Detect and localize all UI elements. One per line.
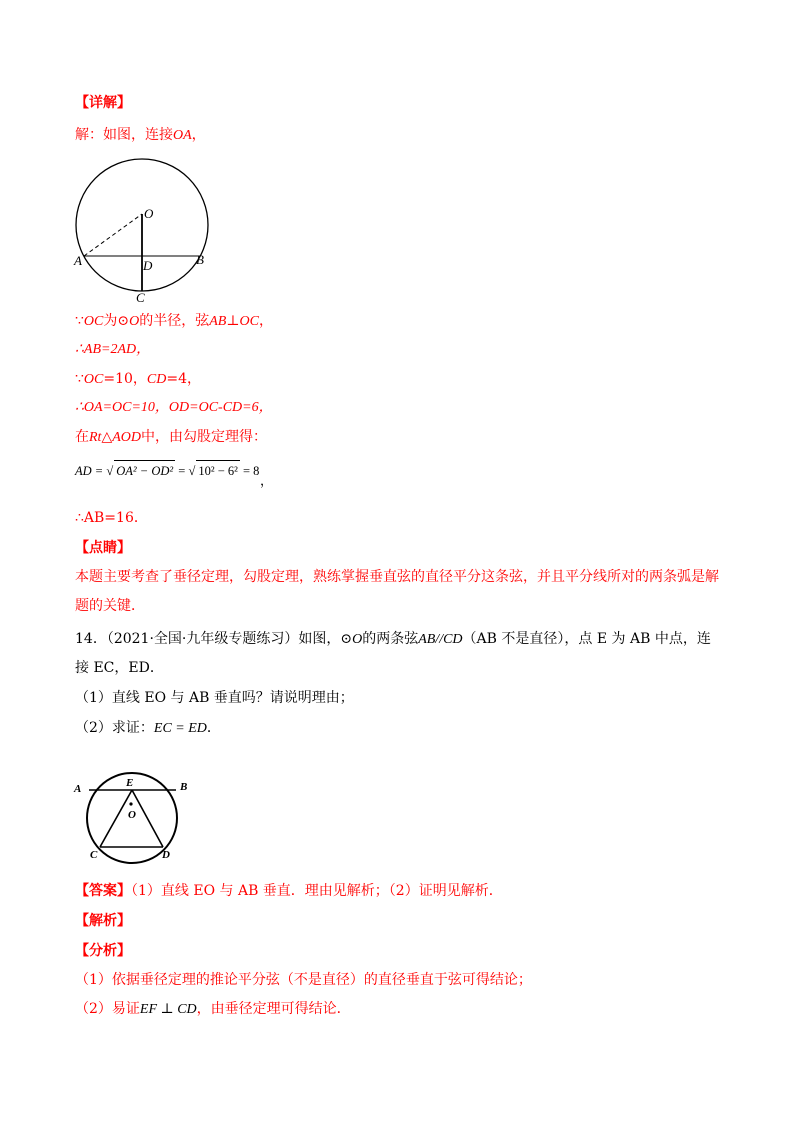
step-4: ∴OA=OC=10，OD=OC-CD=6，: [75, 400, 273, 415]
step-3: [75, 369, 201, 390]
problem-chords: AB//CD: [418, 632, 463, 647]
step-1: [75, 311, 273, 332]
step-2: ∴AB=2AD，: [75, 342, 151, 357]
label-d: D: [143, 258, 153, 273]
comment-heading: 【点睛】: [75, 540, 131, 556]
intro-var: OA: [173, 128, 192, 143]
analysis-heading: 【解析】: [75, 913, 131, 929]
intro-text: 解：如图，连接: [75, 127, 173, 143]
question-2-prefix: （2）求证：: [75, 720, 154, 736]
label-c-2: C: [90, 849, 98, 861]
detail-intro: [75, 125, 206, 146]
question-2-end: ．: [206, 720, 221, 736]
step-3-val-a: =10，: [103, 371, 147, 387]
pythagoras-formula: AD = √ OA² − OD² = √ 10² − 6² = 8: [75, 460, 259, 481]
step-1-text-a: 为⊙: [103, 313, 130, 329]
step-1-text-b: 的半径，弦: [139, 313, 210, 329]
problem-source: （2021·全国·九年级专题练习）如图，: [106, 631, 341, 647]
step-5-triangle: Rt△AOD: [89, 430, 141, 445]
step-5-in: 在: [75, 429, 89, 445]
question-1: （1）直线 EO 与 AB 垂直吗？请说明理由；: [75, 690, 354, 706]
problem-circle-o: ⊙O: [340, 632, 363, 647]
question-2: [75, 718, 221, 739]
formula-root-1: OA² − OD²: [114, 460, 175, 481]
problem-rest: （AB 不是直径），点 E 为 AB 中点，连: [462, 631, 711, 647]
label-a-2: A: [74, 783, 82, 795]
formula-result: = 8: [239, 464, 260, 478]
step-3-cd: CD: [146, 372, 167, 387]
step-1-because: ∵: [75, 313, 84, 329]
formula-eq: =: [175, 464, 189, 478]
step-1-comma: ，: [258, 313, 273, 329]
detail-heading: 【详解】: [75, 95, 131, 111]
answer-line: [75, 881, 503, 901]
fenxi-heading: 【分析】: [75, 943, 131, 959]
step-5-text: 中，由勾股定理得：: [140, 429, 267, 445]
segment-oa-dashed: [84, 214, 142, 256]
problem-mid: 的两条弦: [362, 631, 419, 647]
label-c: C: [136, 290, 145, 305]
question-2-equation: EC = ED: [153, 721, 207, 736]
step-3-because: ∵: [75, 371, 84, 387]
answer-heading: 【答案】: [75, 883, 131, 899]
formula-comma: ，: [260, 474, 274, 489]
fenxi-line-2: [75, 999, 351, 1020]
step-1-ab: AB: [209, 314, 227, 329]
step-6: ∴AB=16．: [75, 510, 148, 526]
problem-14-line-2: 接 EC，ED．: [75, 660, 164, 676]
step-5: [75, 427, 267, 448]
fenxi-line-2-prefix: （2）易证: [75, 1001, 140, 1017]
label-e-2: E: [126, 777, 134, 789]
fenxi-line-1: （1）依据垂径定理的推论平分弦（不是直径）的直径垂直于弦可得结论；: [75, 972, 532, 988]
fenxi-line-2-rest: ，由垂径定理可得结论．: [196, 1001, 351, 1017]
comment-line-1: 本题主要考查了垂径定理，勾股定理，熟练掌握垂直弦的直径平分这条弦，并且平分线所对的两条弧是解: [75, 569, 719, 585]
step-3-oc: OC: [83, 372, 104, 387]
step-1-oc: OC: [83, 314, 104, 329]
formula-root-2: 10² − 6²: [196, 460, 240, 481]
answer-text: （1）直线 EO 与 AB 垂直．理由见解析；（2）证明见解析．: [131, 883, 503, 899]
label-o-2: O: [128, 809, 136, 821]
circle-figure-1: [70, 150, 250, 310]
label-a: A: [74, 253, 82, 268]
label-b-2: B: [180, 781, 188, 793]
segment-ed: [132, 790, 163, 847]
problem-14-line-1: [75, 629, 711, 650]
step-3-val-b: =4，: [166, 371, 202, 387]
step-1-o: O: [129, 314, 140, 329]
problem-number: 14．: [75, 631, 107, 647]
step-1-oc2: OC: [239, 314, 259, 329]
intro-end: ，: [191, 127, 206, 143]
formula-lhs: AD =: [75, 464, 107, 478]
circle-figure-2: [70, 768, 200, 868]
label-b: B: [196, 252, 204, 267]
comment-line-2: 题的关键．: [75, 598, 145, 614]
label-d-2: D: [162, 849, 170, 861]
center-dot: [129, 802, 132, 805]
fenxi-line-2-formula: EF ⊥ CD: [139, 1002, 197, 1017]
step-1-perp: ⊥: [226, 313, 240, 329]
label-o: O: [144, 206, 154, 221]
